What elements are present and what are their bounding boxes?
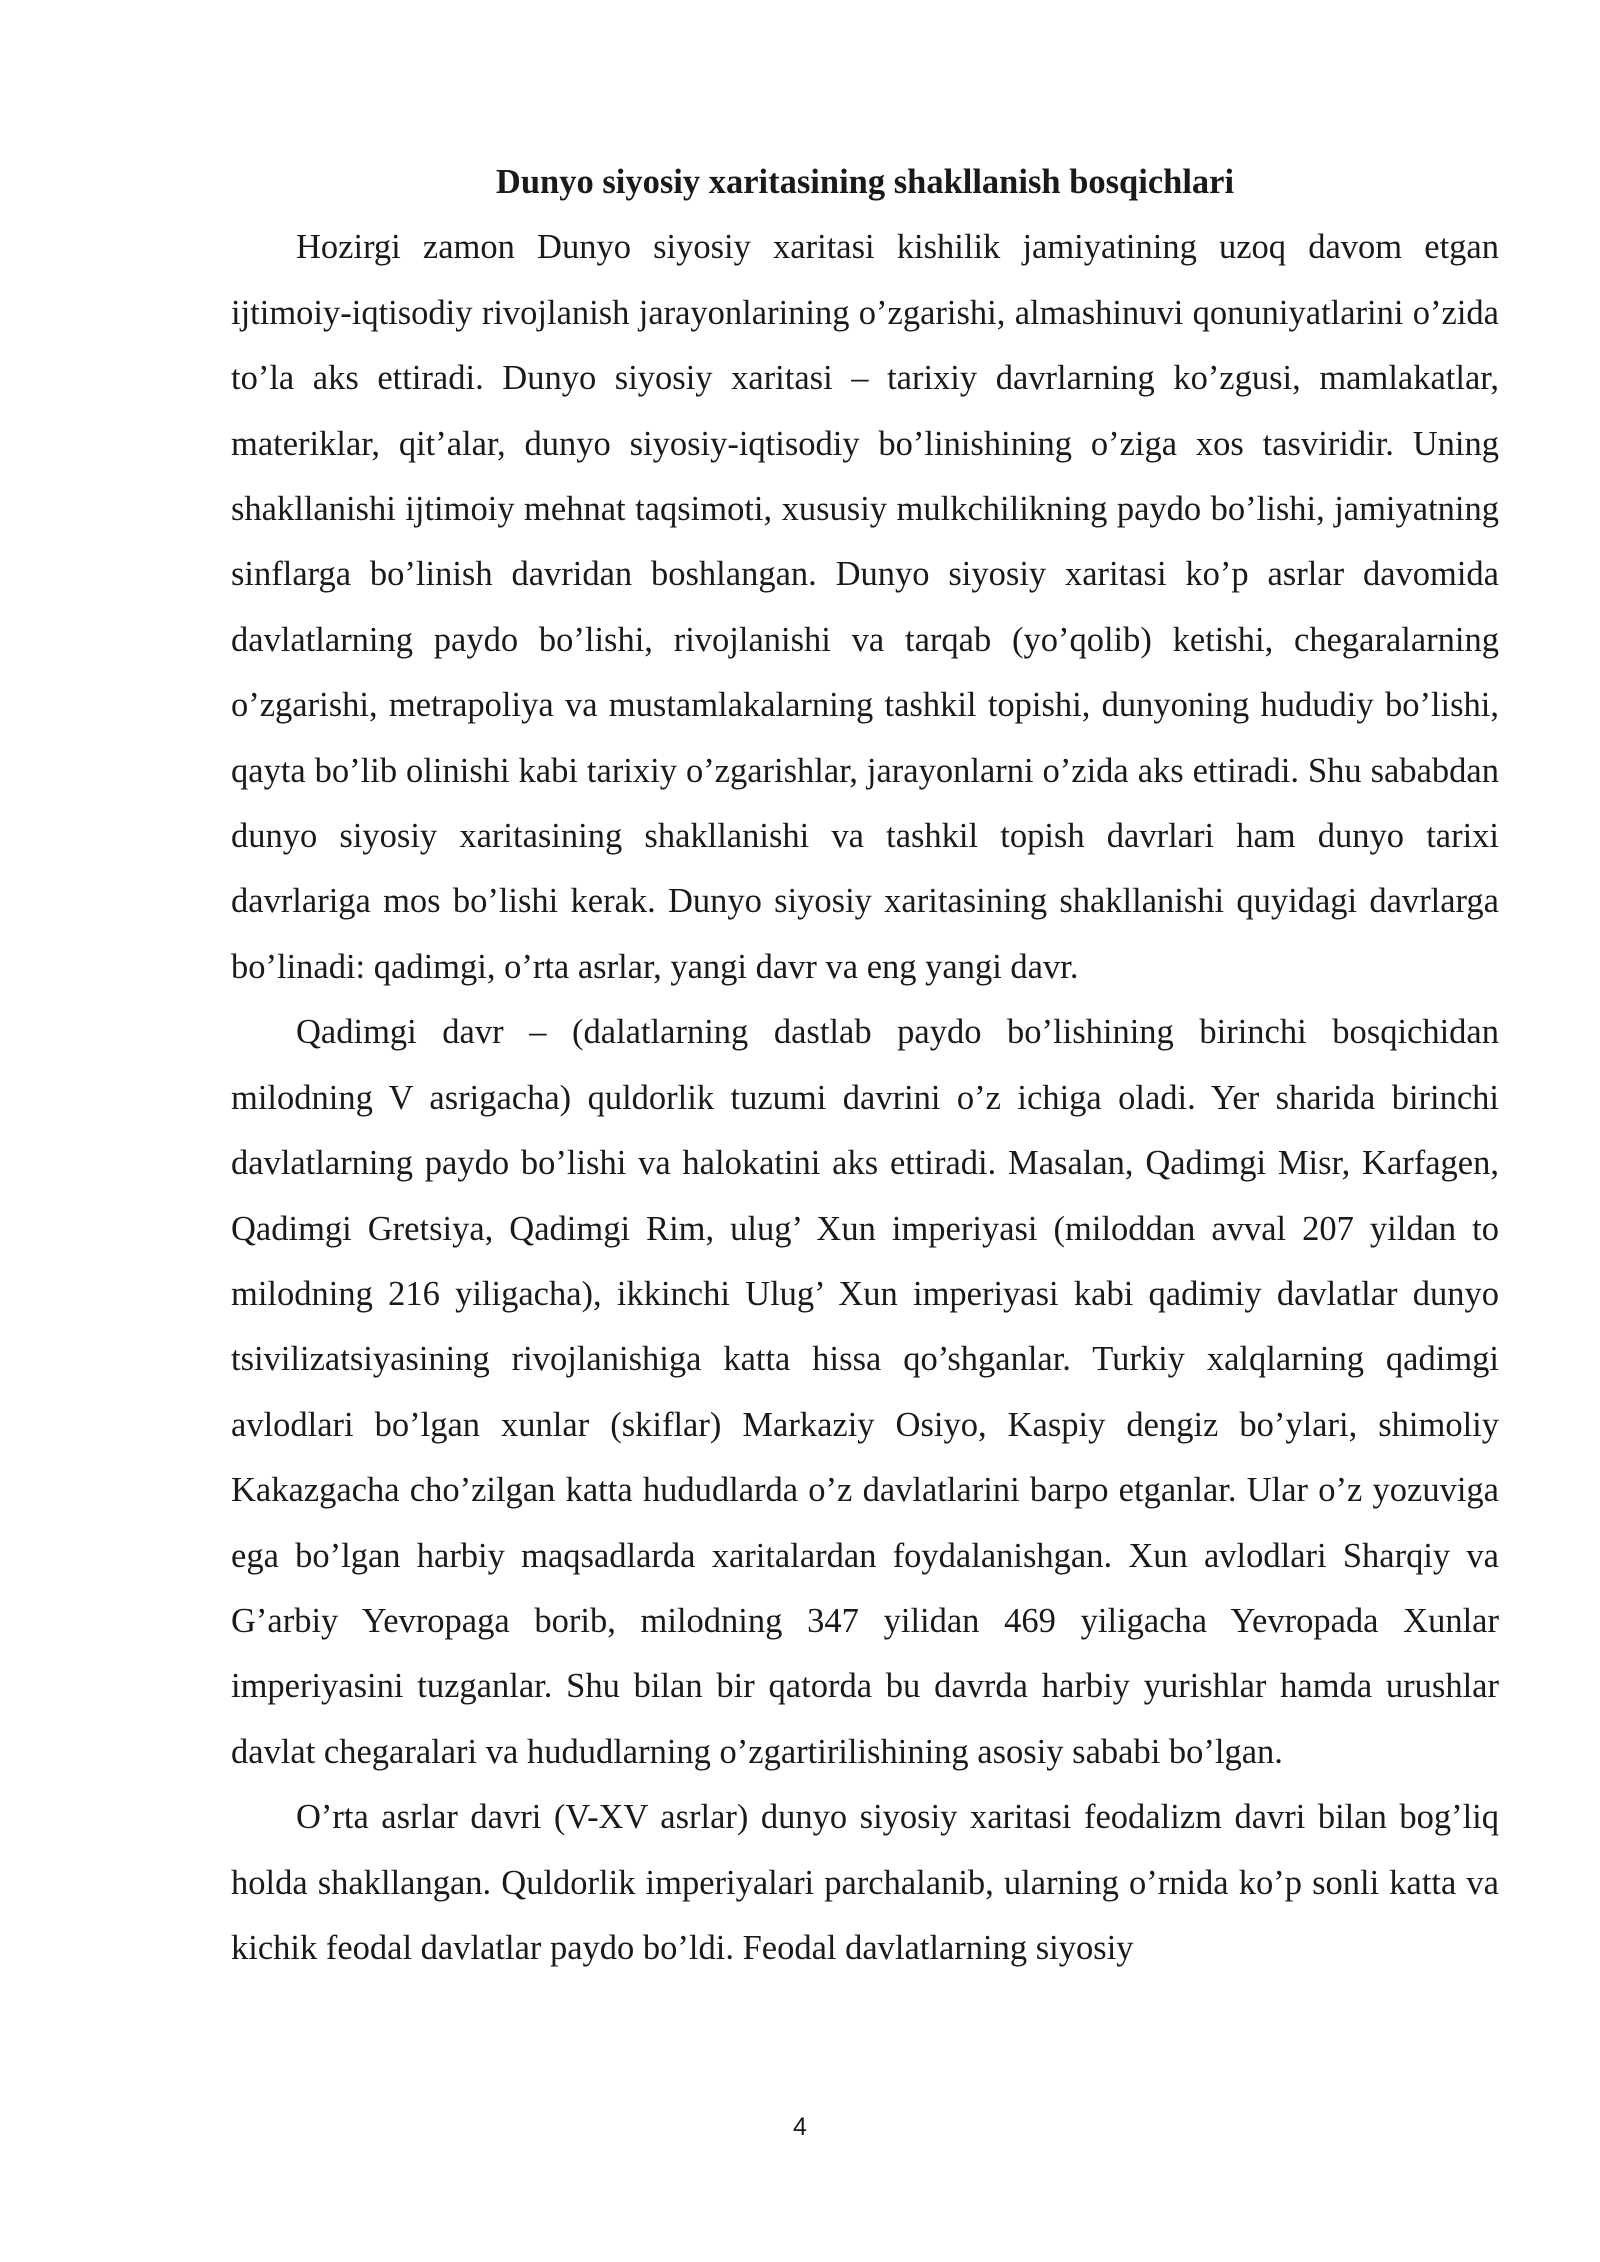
page-number: 4 (793, 2113, 807, 2141)
paragraph-middle-ages: O’rta asrlar davri (V-XV asrlar) dunyo siyosiy xaritasi feodalizm davri bilan bog’liq holda shakllangan. Quldorlik imperiyalari parchalanib, ularning o’rnida ko’p sonli katta va kichik feodal davlatlar paydo bo’ldi. Feodal davlatlarning siyosiy (231, 1798, 1499, 1967)
document-title: Dunyo siyosiy xaritasining shakllanish bosqichlari (495, 163, 1235, 201)
paragraph-ancient-period: Qadimgi davr – (dalatlarning dastlab paydo bo’lishining birinchi bosqichidan milodning V asrigacha) quldorlik tuzumi davrini o’z ichiga oladi. Yer sharida birinchi davlatlarning paydo bo’lishi va halokatini aks ettiradi. Masalan, Qadimgi Misr, Karfagen, Qadimgi Gretsiya, Qadimgi Rim, ulug’ Xun imperiyasi (miloddan avval 207 yildan to milodning 216 yiligacha), ikkinchi Ulug’ Xun imperiyasi kabi qadimiy davlatlar dunyo tsivilizatsiyasining rivojlanishiga katta hissa qo’shganlar. Turkiy xalqlarning qadimgi avlodlari bo’lgan xunlar (skiflar) Markaziy Osiyo, Kaspiy dengiz bo’ylari, shimoliy Kakazgacha cho’zilgan katta hududlarda o’z davlatlarini barpo etganlar. Ular o’z yozuviga ega bo’lgan harbiy maqsadlarda xaritalardan foydalanishgan. Xun avlodlari Sharqiy va G’arbiy Yevropaga borib, milodning 347 yilidan 469 yiligacha Yevropada Xunlar imperiyasini tuzganlar. Shu bilan bir qatorda bu davrda harbiy yurishlar hamda urushlar davlat chegaralari va hududlarning o’zgartirilishining asosiy sababi bo’lgan. (231, 1013, 1499, 1771)
page-body (231, 150, 1499, 1981)
paragraph-intro: Hozirgi zamon Dunyo siyosiy xaritasi kishilik jamiyatining uzoq davom etgan ijtimoiy-iqtisodiy rivojlanish jarayonlarining o’zgarishi, almashinuvi qonuniyatlarini o’zida to’la aks ettiradi. Dunyo siyosiy xaritasi – tarixiy davrlarning ko’zgusi, mamlakatlar, materiklar, qit’alar, dunyo siyosiy-iqtisodiy bo’linishining o’ziga xos tasviridir. Uning shakllanishi ijtimoiy mehnat taqsimoti, xususiy mulkchilikning paydo bo’lishi, jamiyatning sinflarga bo’linish davridan boshlangan. Dunyo siyosiy xaritasi ko’p asrlar davomida davlatlarning paydo bo’lishi, rivojlanishi va tarqab (yo’qolib) ketishi, chegaralarning o’zgarishi, metrapoliya va mustamlakalarning tashkil topishi, dunyoning hududiy bo’lishi, qayta bo’lib olinishi kabi tarixiy o’zgarishlar, jarayonlarni o’zida aks ettiradi. Shu sababdan dunyo siyosiy xaritasining shakllanishi va tashkil topish davrlari ham dunyo tarixi davrlariga mos bo’lishi kerak. Dunyo siyosiy xaritasining shakllanishi quyidagi davrlarga bo’linadi: qadimgi, o’rta asrlar, yangi davr va eng yangi davr. (231, 228, 1499, 986)
